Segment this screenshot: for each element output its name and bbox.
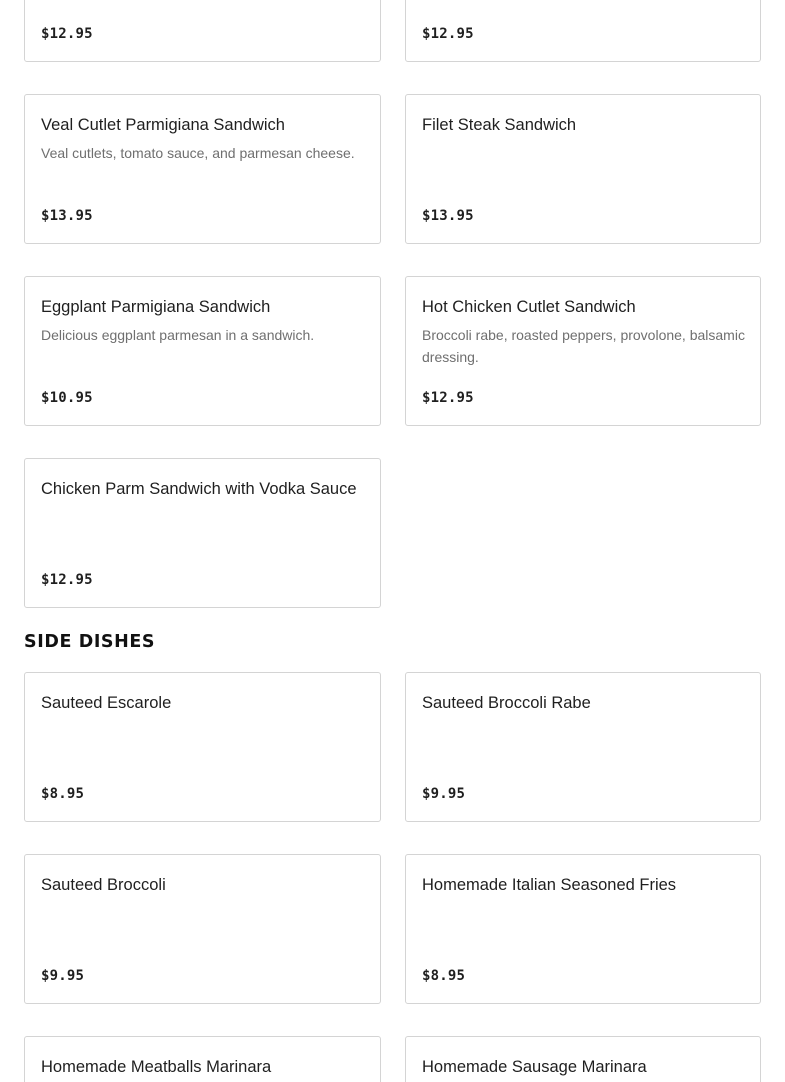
menu-item-card[interactable] [24, 94, 381, 244]
menu-item-name: Homemade Italian Seasoned Fries [422, 876, 677, 894]
menu-item-price: $8.95 [41, 786, 85, 802]
menu-item-card[interactable] [24, 672, 381, 822]
menu-item-name: Veal Cutlet Parmigiana Sandwich [41, 116, 285, 134]
menu-item-card[interactable] [24, 854, 381, 1004]
menu-item-price: $8.95 [422, 968, 466, 984]
menu-item-price: $13.95 [422, 208, 474, 224]
menu-item-name: Sauteed Broccoli Rabe [422, 694, 591, 712]
menu-item-name: Homemade Sausage Marinara [422, 1058, 647, 1076]
menu-item-card[interactable] [24, 458, 381, 608]
menu-item-price: $10.95 [41, 390, 93, 406]
menu-item-name: Eggplant Parmigiana Sandwich [41, 298, 271, 316]
menu-item-price: $9.95 [41, 968, 85, 984]
menu-item-card[interactable] [405, 0, 761, 62]
menu-item-description: Broccoli rabe, roasted peppers, provolone, balsamic dressing. [422, 327, 745, 365]
menu-item-name: Filet Steak Sandwich [422, 116, 577, 134]
menu-item-card[interactable] [24, 1036, 381, 1082]
menu-item-name: Sauteed Escarole [41, 694, 172, 712]
menu-item-price: $12.95 [41, 26, 93, 42]
menu-item-card[interactable] [405, 94, 761, 244]
menu-item-name: Chicken Parm Sandwich with Vodka Sauce [41, 480, 357, 498]
menu-item-name: Sauteed Broccoli [41, 876, 166, 894]
menu-item-description: Delicious eggplant parmesan in a sandwich. [41, 327, 315, 343]
section-heading-side-dishes: SIDE DISHES [24, 632, 156, 652]
menu-item-price: $13.95 [41, 208, 93, 224]
menu-item-price: $12.95 [422, 390, 474, 406]
menu-item-card[interactable] [24, 276, 381, 426]
menu-item-name: Hot Chicken Cutlet Sandwich [422, 298, 636, 316]
menu-item-card[interactable] [24, 0, 381, 62]
menu-item-card[interactable] [405, 276, 761, 426]
menu-item-price: $12.95 [422, 26, 474, 42]
menu-item-card[interactable] [405, 854, 761, 1004]
menu-item-card[interactable] [405, 672, 761, 822]
menu-item-card[interactable] [405, 1036, 761, 1082]
menu-item-price: $9.95 [422, 786, 466, 802]
menu-item-name: Homemade Meatballs Marinara [41, 1058, 272, 1076]
menu-item-price: $12.95 [41, 572, 93, 588]
menu-item-description: Veal cutlets, tomato sauce, and parmesan cheese. [41, 145, 355, 161]
